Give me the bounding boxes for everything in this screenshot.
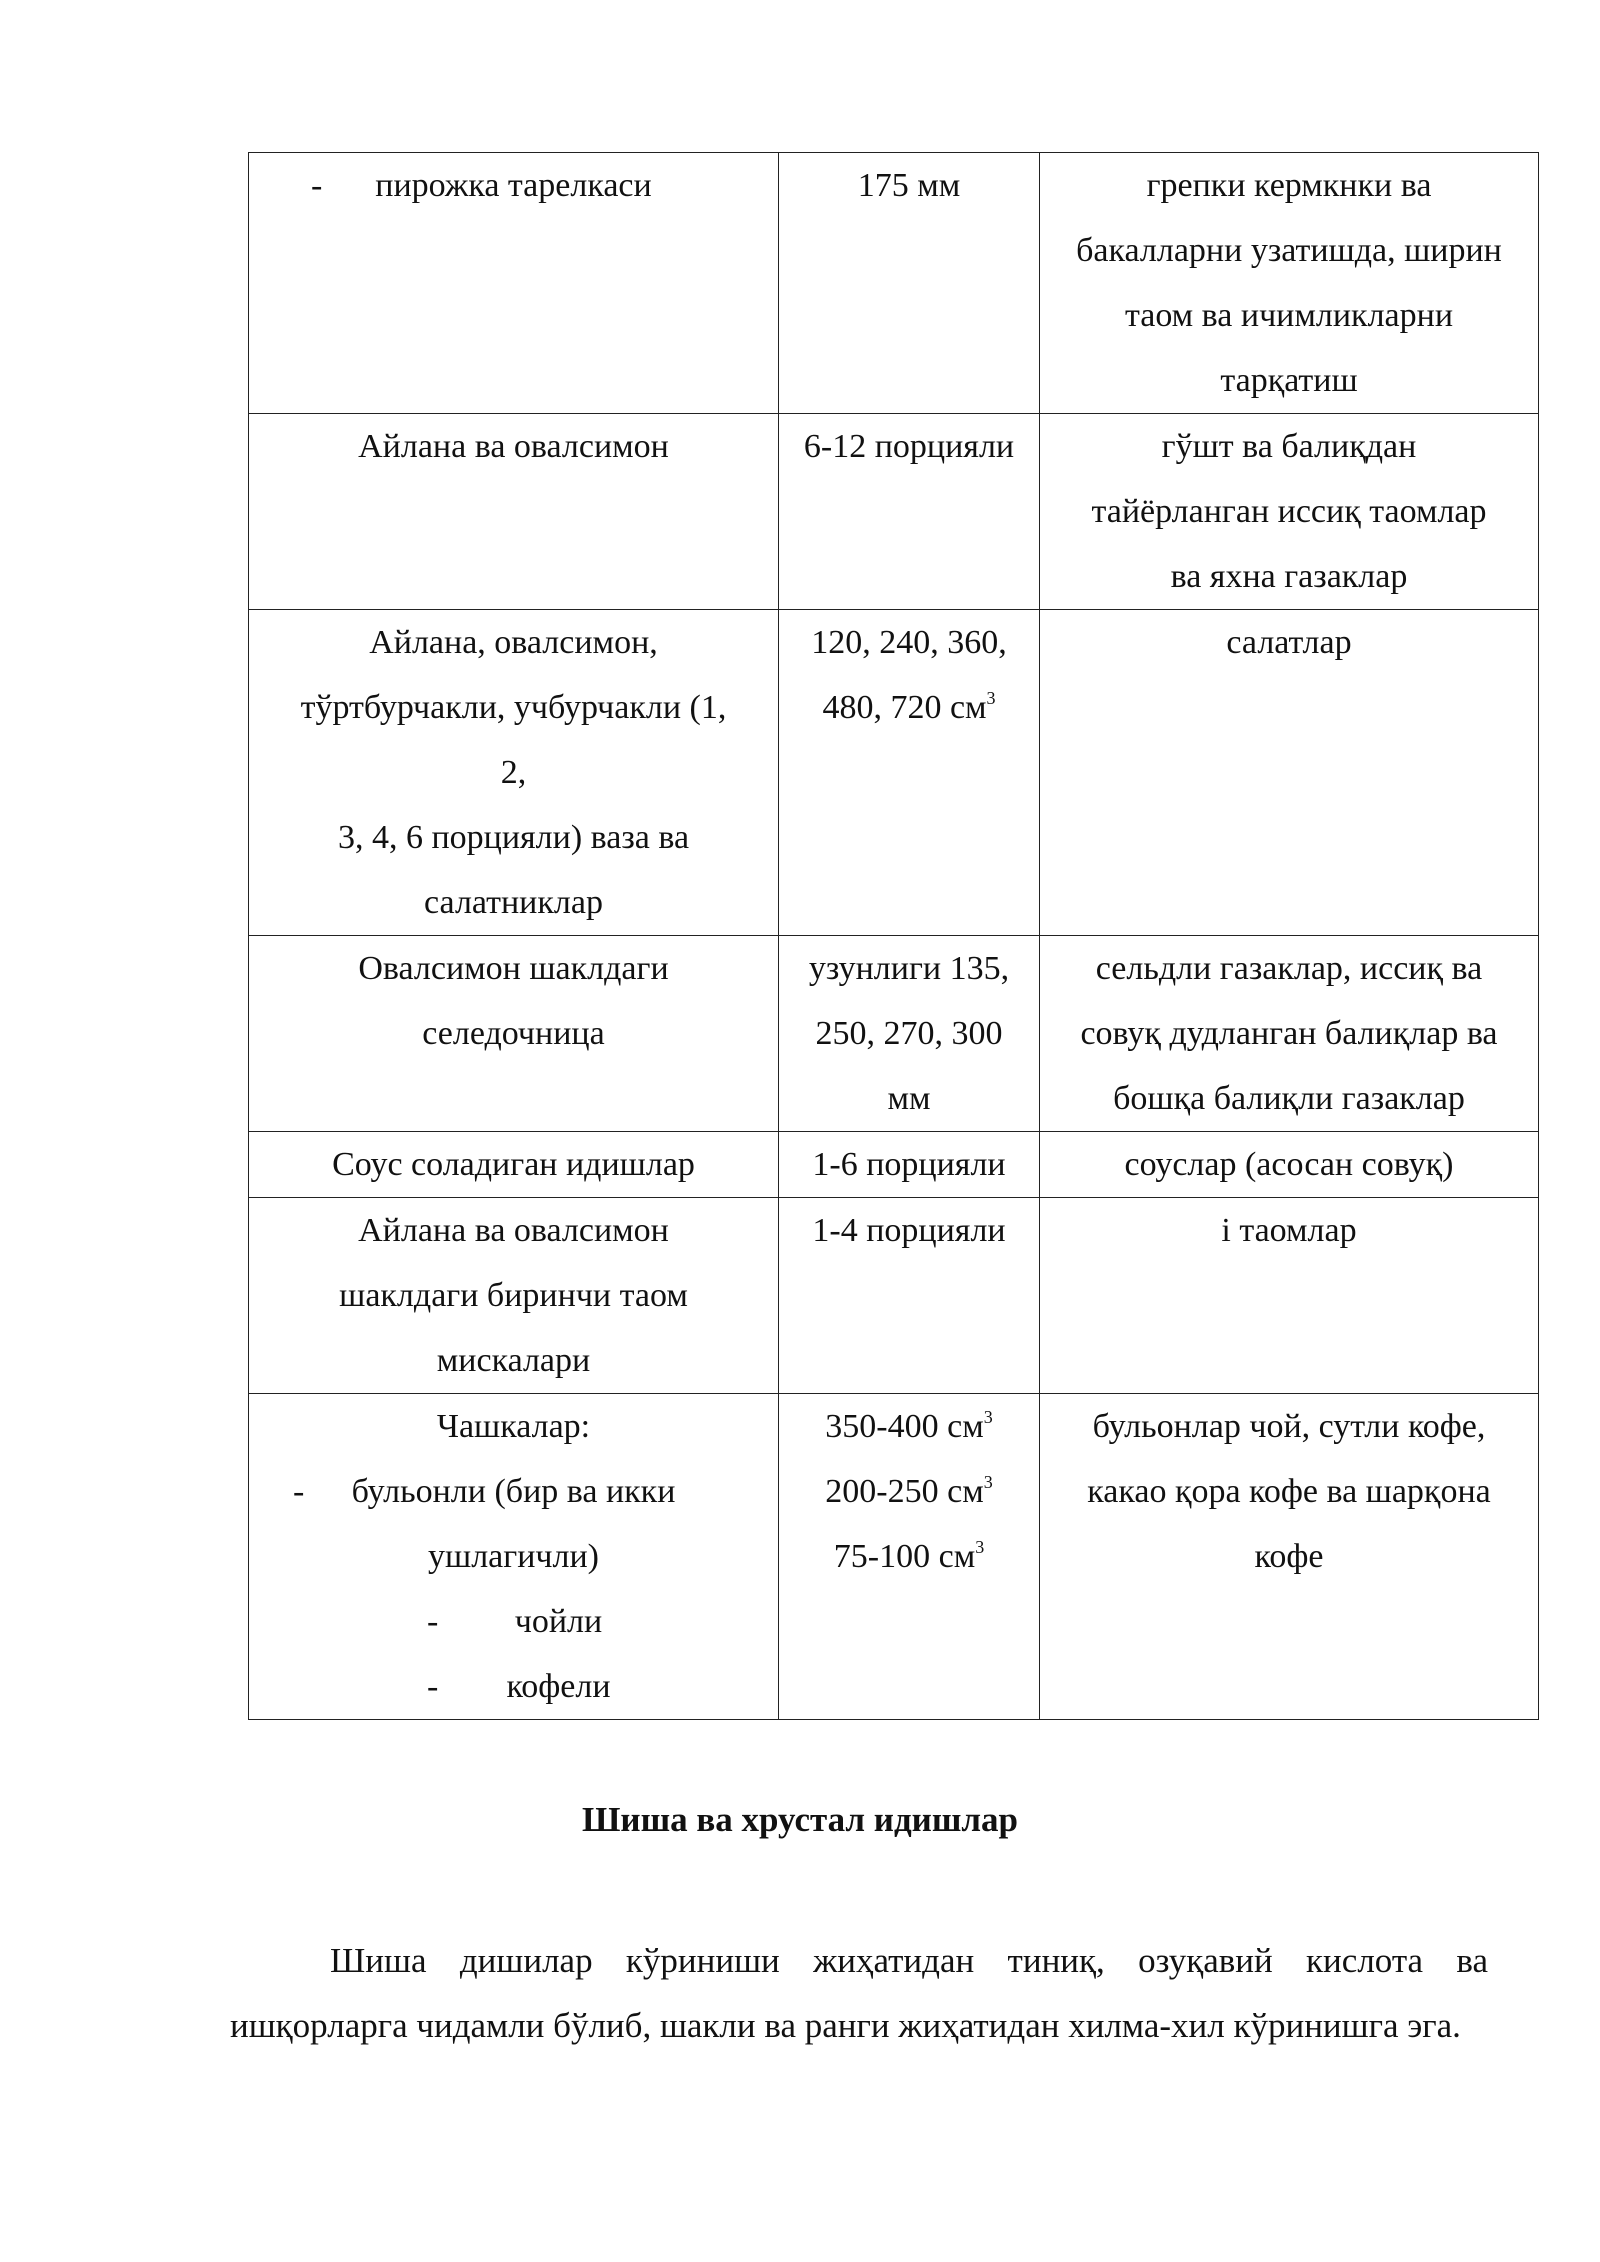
body-paragraph bbox=[230, 1928, 1488, 2058]
cell-line: салатлар bbox=[1226, 624, 1352, 661]
superscript: 3 bbox=[975, 1537, 985, 1557]
cell-line: соуслар (асосан совуқ) bbox=[1124, 1146, 1454, 1183]
superscript: 3 bbox=[983, 1472, 993, 1492]
cell-line: салатниклар bbox=[424, 884, 603, 921]
paragraph-text: Шиша дишилар кўриниши жиҳатидан тиниқ, озуқавий кислота ва ишқорларга чидамли бўлиб, шакли ва ранги жиҳатидан хилма-хил кўринишга эга. bbox=[230, 1941, 1488, 2045]
table-row bbox=[249, 1198, 1539, 1394]
list-item-cont: ушлагичли) bbox=[428, 1538, 599, 1575]
cell-line: шаклдаги биринчи таом bbox=[339, 1277, 688, 1314]
cell-line: селедочница bbox=[422, 1015, 605, 1052]
volume-text: 350-400 см bbox=[825, 1408, 984, 1445]
cell-size bbox=[779, 153, 1040, 414]
cell-line: гўшт ва балиқдан bbox=[1161, 428, 1417, 465]
superscript: 3 bbox=[986, 688, 996, 708]
cell-purpose bbox=[1040, 936, 1539, 1132]
table-row bbox=[249, 1394, 1539, 1720]
cell-size bbox=[779, 1394, 1040, 1720]
cell-line bbox=[785, 1394, 1033, 1459]
cell-purpose bbox=[1040, 153, 1539, 414]
cell-size bbox=[779, 936, 1040, 1132]
cell-purpose bbox=[1040, 610, 1539, 936]
cell-line: 175 мм bbox=[857, 167, 961, 204]
list-dash: - bbox=[427, 1603, 439, 1640]
list-item: кофели bbox=[506, 1668, 611, 1705]
item-text: пирожка тарелкаси bbox=[375, 167, 652, 204]
cell-line: какао қора кофе ва шарқона bbox=[1087, 1473, 1491, 1510]
cell-line: Овалсимон шаклдаги bbox=[358, 950, 669, 987]
cell-item bbox=[249, 1198, 779, 1394]
cell-item bbox=[249, 1394, 779, 1720]
table-row bbox=[249, 610, 1539, 936]
table-row bbox=[249, 414, 1539, 610]
cell-purpose bbox=[1040, 1394, 1539, 1720]
superscript: 3 bbox=[983, 1407, 993, 1427]
table-row bbox=[249, 936, 1539, 1132]
volume-text: 200-250 см bbox=[825, 1473, 984, 1510]
cell-line bbox=[785, 1459, 1033, 1524]
volume-text: 75-100 см bbox=[833, 1538, 976, 1575]
cell-line: Айлана ва овалсимон bbox=[358, 428, 669, 465]
cell-size bbox=[779, 414, 1040, 610]
cell-line: мм bbox=[887, 1080, 931, 1117]
volume-text: 480, 720 см bbox=[822, 689, 987, 726]
cell-line: совуқ дудланган балиқлар ва bbox=[1080, 1015, 1498, 1052]
cell-line: ва яхна газаклар bbox=[1170, 558, 1408, 595]
list-dash: - bbox=[293, 1473, 305, 1510]
cell-line: таом ва ичимликларни bbox=[1124, 297, 1454, 334]
cell-line: 1-4 порцияли bbox=[812, 1212, 1006, 1249]
cell-item bbox=[249, 610, 779, 936]
cell-line: узунлиги 135, bbox=[808, 950, 1010, 987]
tableware-table bbox=[248, 152, 1539, 1720]
cell-line: бульонлар чой, сутли кофе, bbox=[1092, 1408, 1486, 1445]
cell-line: 3, 4, 6 порцияли) ваза ва bbox=[337, 819, 690, 856]
list-item: бульонли (бир ва икки bbox=[351, 1473, 676, 1510]
cell-line: бошқа балиқли газаклар bbox=[1113, 1080, 1465, 1117]
cell-line: мискалари bbox=[436, 1342, 591, 1379]
cell-line: 6-12 порцияли bbox=[803, 428, 1015, 465]
cell-size bbox=[779, 1132, 1040, 1198]
list-title: Чашкалар: bbox=[436, 1408, 591, 1445]
cell-line: 2, bbox=[500, 754, 527, 791]
cell-purpose bbox=[1040, 414, 1539, 610]
cell-line: кофе bbox=[1254, 1538, 1324, 1575]
cell-line: тарқатиш bbox=[1220, 362, 1358, 399]
cell-line: Айлана, овалсимон, bbox=[369, 624, 658, 661]
cell-line: тўртбурчакли, учбурчакли (1, bbox=[300, 689, 727, 726]
cell-purpose bbox=[1040, 1198, 1539, 1394]
cell-purpose bbox=[1040, 1132, 1539, 1198]
list-item: чойли bbox=[514, 1603, 603, 1640]
cell-line bbox=[785, 1524, 1033, 1589]
cell-line: 1-6 порцияли bbox=[812, 1146, 1006, 1183]
list-dash: - bbox=[311, 167, 323, 204]
cell-line: тайёрланган иссиқ таомлар bbox=[1091, 493, 1487, 530]
cell-line: Айлана ва овалсимон bbox=[358, 1212, 669, 1249]
cell-line: грепки кермкнки ва bbox=[1146, 167, 1432, 204]
cell-size bbox=[779, 1198, 1040, 1394]
cell-item bbox=[249, 936, 779, 1132]
cell-line: сельдли газаклар, иссиқ ва bbox=[1095, 950, 1483, 987]
cell-line: 250, 270, 300 bbox=[815, 1015, 1003, 1052]
table-row bbox=[249, 1132, 1539, 1198]
section-heading: Шиша ва хрустал идишлар bbox=[581, 1800, 1018, 1839]
list-dash: - bbox=[427, 1668, 439, 1705]
cell-line: і таомлар bbox=[1221, 1212, 1357, 1249]
cell-item bbox=[249, 414, 779, 610]
cell-line bbox=[785, 675, 1033, 740]
cell-line: Соус соладиган идишлар bbox=[332, 1146, 695, 1183]
cell-item bbox=[249, 1132, 779, 1198]
cell-line: 120, 240, 360, bbox=[811, 624, 1007, 661]
cell-line: бакалларни узатишда, ширин bbox=[1076, 232, 1502, 269]
table-row bbox=[249, 153, 1539, 414]
cell-size bbox=[779, 610, 1040, 936]
cell-item bbox=[249, 153, 779, 414]
